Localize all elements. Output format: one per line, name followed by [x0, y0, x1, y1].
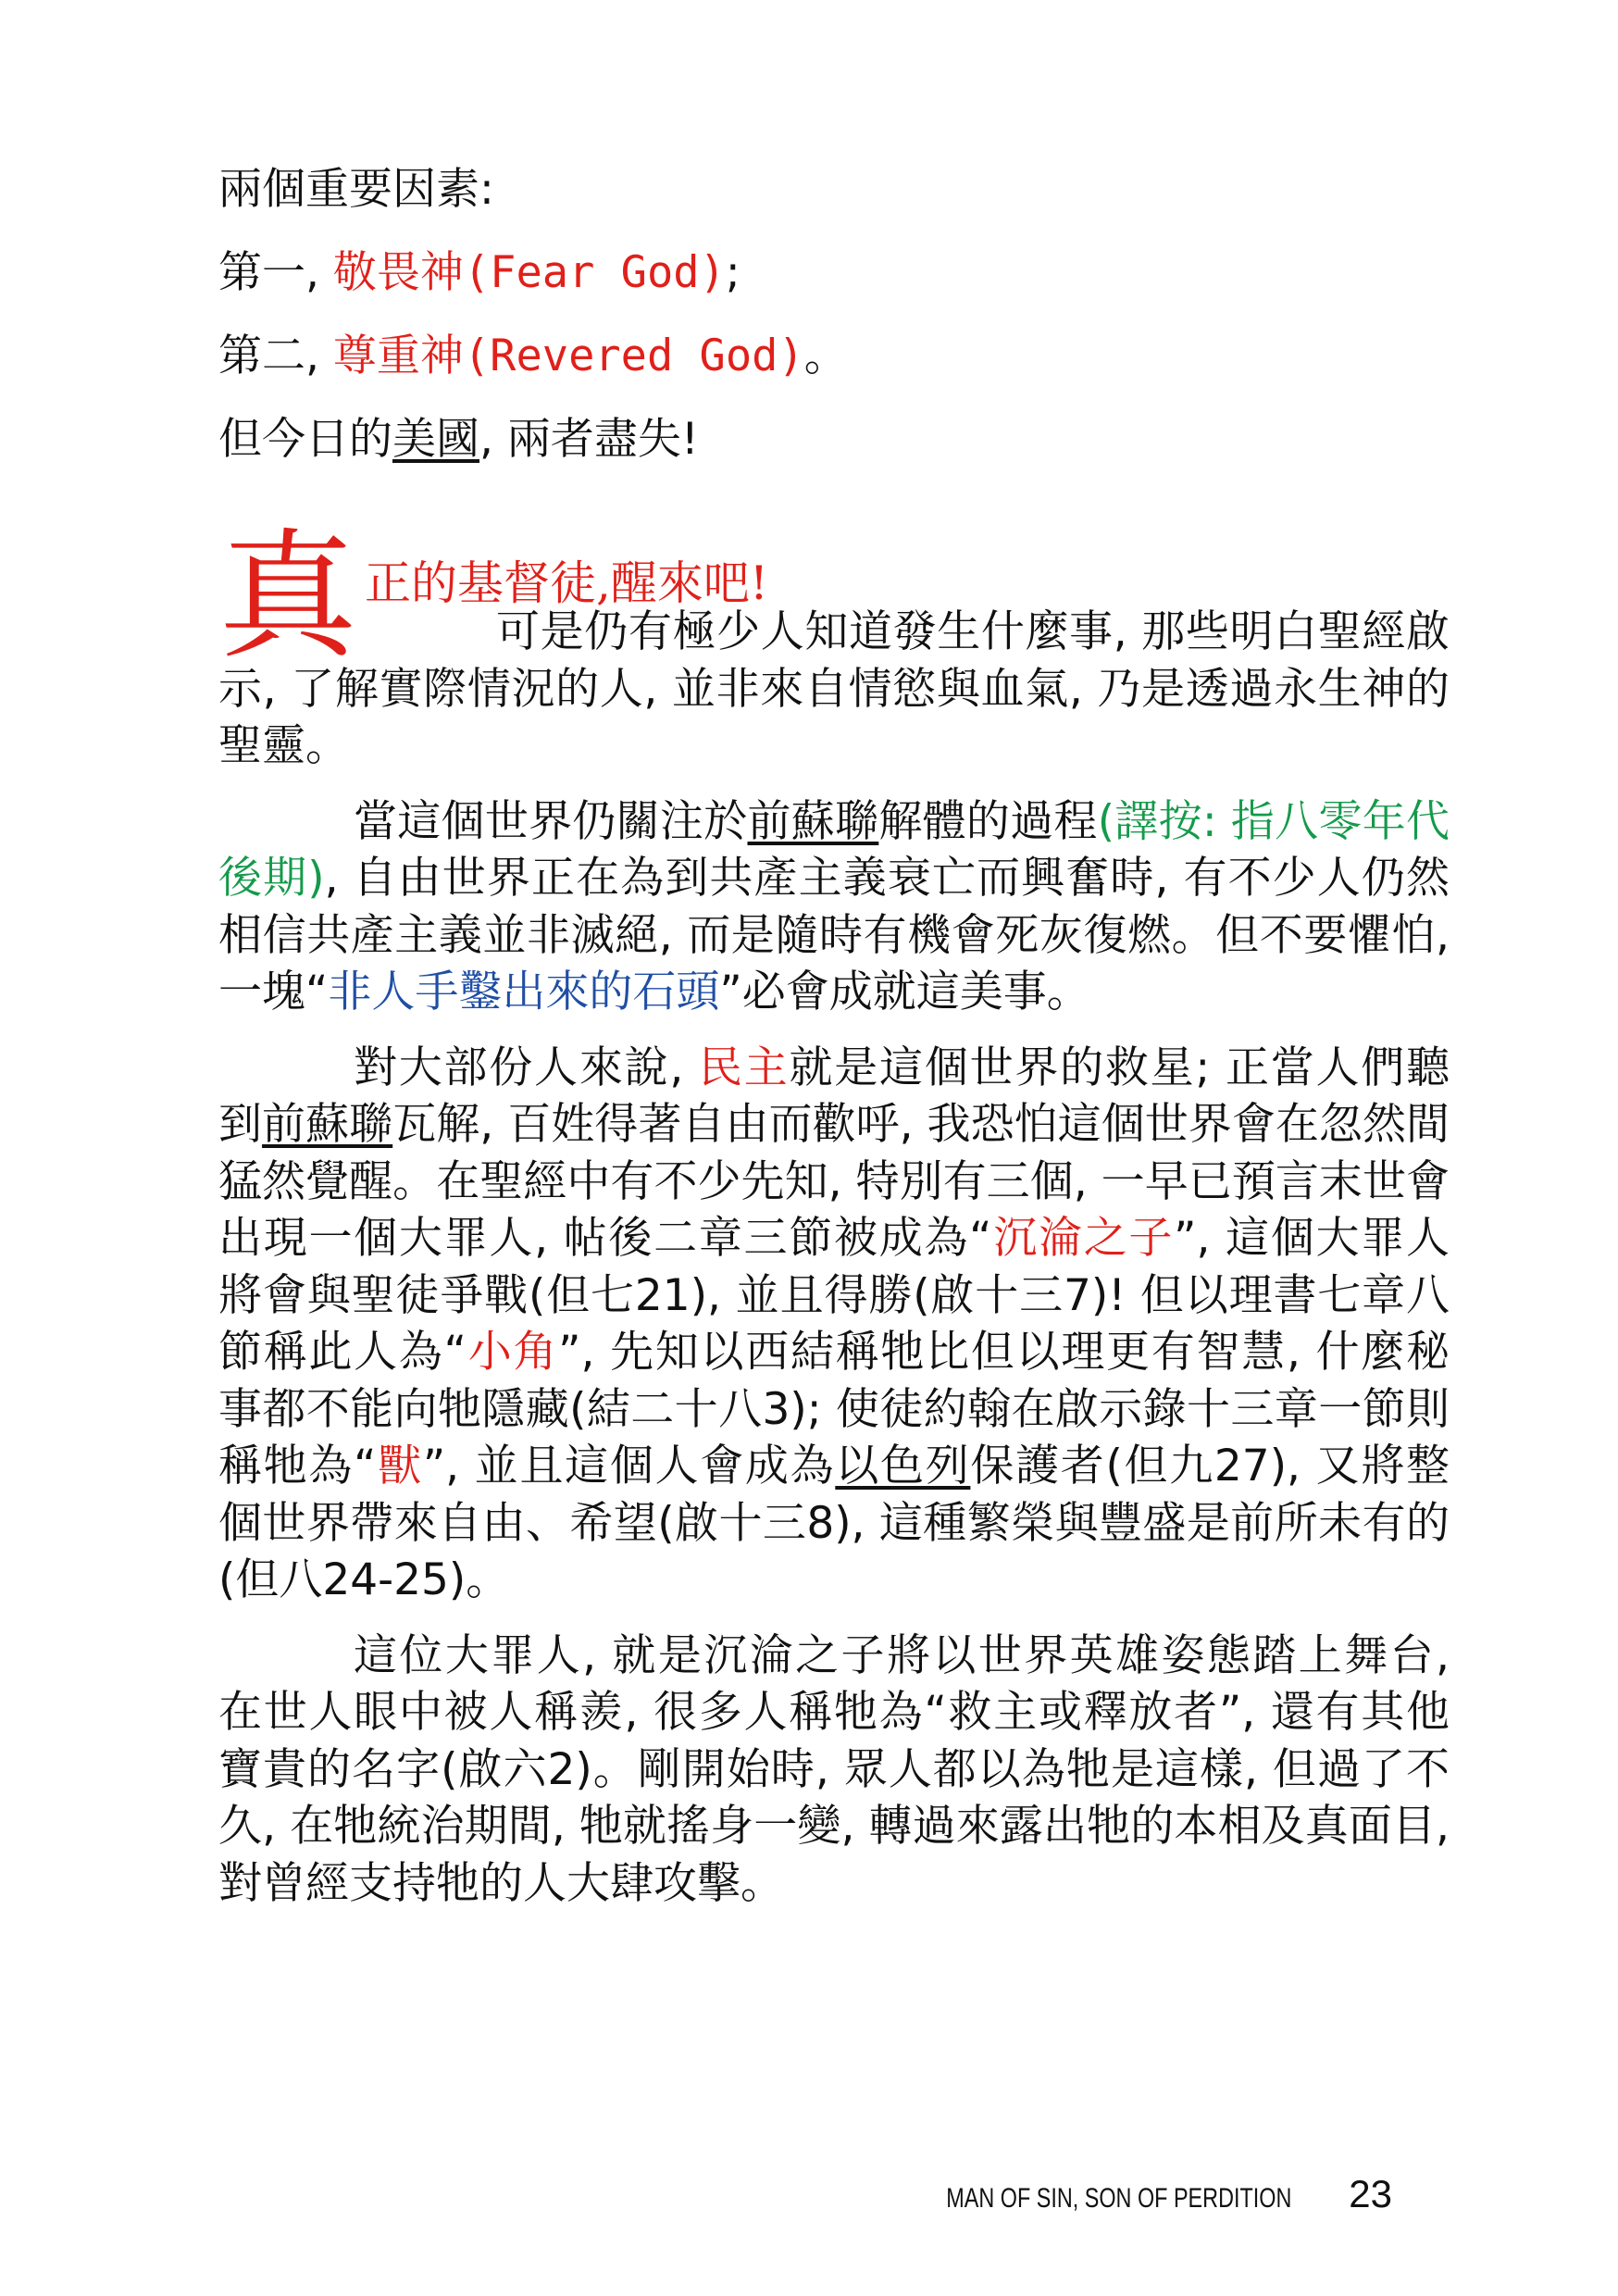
p3-text-c: 就是這個世界的救星; 正當人們聽到: [218, 1042, 1450, 1150]
conclusion-line: [218, 398, 1450, 481]
p3-text-e: 瓦解, 百姓得著自由而歡呼, 我恐怕這個世界會在忽然間猛然覺醒。在聖經中有不少先知, 特別有三個, 一早已預言末世會出現一個大罪人, 帖後二章三節被成為“: [218, 1099, 1450, 1264]
factor-one-end: ;: [725, 247, 741, 298]
factor-one-english: (Fear God): [463, 247, 726, 298]
intro-text: 兩個重要因素:: [218, 164, 494, 215]
paragraph-2: [218, 793, 1450, 1021]
p2-text-a: 當這個世界仍關注於: [354, 795, 748, 847]
factor-two-highlight: 尊重神: [332, 331, 464, 381]
paragraph-4: 這位大罪人, 就是沉淪之子將以世界英雄姿態踏上舞台, 在世人眼中被人稱羨, 很多人稱牠為“救主或釋放者”, 還有其他寶貴的名字(啟六2)。剛開始時, 眾人都以為牠是這樣, 但過了不久, 在牠統治期間, 牠就搖身一變, 轉過來露出牠的本相及真面目, 對曾經支持牠的人大肆攻擊。: [218, 1629, 1450, 1909]
p3-underlined-israel: 以色列: [835, 1441, 971, 1491]
section-heading: [218, 517, 1450, 678]
intro-line: [218, 148, 1450, 231]
conclusion-pre: 但今日的: [218, 414, 392, 465]
p2-text-g: ”必會成就這美事。: [719, 967, 1090, 1017]
p3-son-of-perdition: 沉淪之子: [991, 1213, 1175, 1264]
p2-text-c: 解體的過程: [878, 795, 1098, 847]
p2-text-e: , 自由世界正在為到共產主義衰亡而興奮時, 有不少人仍然相信共產主義並非滅絕, 而是隨時有機會死灰復燃。但不要懼怕, 一塊“: [218, 853, 1450, 1017]
conclusion-underlined: 美國: [392, 414, 479, 465]
factor-two: [218, 315, 1450, 398]
p3-democracy: 民主: [699, 1042, 790, 1093]
page-content: [218, 148, 1450, 1930]
p3-text-m: 保護者(但九27), 又將整個世界帶來自由、希望(啟十三8), 這種繁榮與豐盛是前所未有的(但八24-25)。: [218, 1441, 1450, 1605]
p3-text-i: ”, 先知以西結稱牠比但以理更有智慧, 什麼秘事都不能向牠隱藏(結二十八3); 使徒約翰在啟示錄十三章一節則稱牠為“: [218, 1327, 1450, 1491]
drop-cap: 真: [218, 517, 358, 678]
factor-two-end: 。: [803, 331, 848, 381]
factor-one-prefix: 第一,: [218, 247, 333, 298]
p2-stone-quote: 非人手鑿出來的石頭: [328, 967, 720, 1017]
factor-two-english: (Revered God): [463, 331, 804, 381]
p3-little-horn: 小角: [466, 1327, 559, 1378]
footer-title: MAN OF SIN, SON OF PERDITION: [946, 2183, 1292, 2214]
p3-text-a: 對大部份人來說,: [354, 1042, 699, 1093]
factor-two-prefix: 第二,: [218, 331, 333, 381]
p3-beast: 獸: [376, 1441, 423, 1491]
factor-one: [218, 231, 1450, 315]
page-footer: [849, 2172, 1392, 2216]
heading-text: 正的基督徒,醒來吧!: [365, 556, 768, 610]
conclusion-post: , 兩者盡失!: [479, 414, 699, 465]
factor-one-highlight: 敬畏神: [332, 247, 464, 298]
p2-translator-note: (譯按: 指八零年代後期): [218, 795, 1450, 904]
p2-underlined-soviet: 前蘇聯: [747, 795, 879, 847]
p3-text-k: ”, 並且這個人會成為: [422, 1441, 836, 1491]
page-number: 23: [1349, 2172, 1392, 2215]
p3-text-g: ”, 這個大罪人將會與聖徒爭戰(但七21), 並且得勝(啟十三7)! 但以理書七章八節稱此人為“: [218, 1213, 1450, 1378]
paragraph-3: [218, 1040, 1450, 1609]
p3-underlined-soviet: 前蘇聯: [262, 1099, 393, 1150]
paragraph-1: 可是仍有極少人知道發生什麼事, 那些明白聖經啟示, 了解實際情況的人, 並非來自情慾與血氣, 乃是透過永生神的聖靈。: [218, 606, 1450, 771]
